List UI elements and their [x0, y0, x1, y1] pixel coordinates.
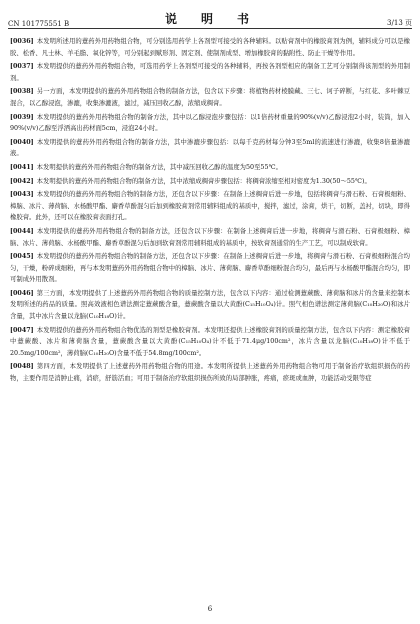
paragraph-text: 本发明所述用的薏药外用药物组合物，可分别选用药学上各剂型可接受的各种辅料。以贴膏剂中的橡胶膏剂为例，辅料成分可以是橡胶、松香、凡士林、羊毛脂、氧化锌等，可分别起到赋形剂、固定剂、使制剂成型、增加橡胶膏的黏附性、防止干燥等作用。 [10, 38, 410, 57]
paragraph-text: 本发明提供的薏药外用药物组合物的制备方法，其中减压回收乙醇的温度为50至55℃。 [36, 163, 282, 171]
paragraph-number: [0045] [10, 253, 34, 261]
page-reference: 3/13 页 [387, 19, 412, 27]
page-header [8, 6, 412, 28]
paragraph-text: 本发明提供的薏药外用药物组合物，可选用药学上各剂型可接受的各种辅料，再按各剂型相应的制备工艺可分别制得该剂型的外用制剂。 [10, 63, 410, 82]
page-number: 6 [207, 605, 213, 613]
paragraph-number: [0036] [10, 38, 34, 45]
paragraph-0043 [10, 189, 410, 224]
paragraph-0044 [10, 226, 410, 249]
paragraph-text: 本发明提供的薏药外用药物组合物的制备方法，还包含以下步骤：在制备上述稠膏后进一步地，将稠膏与滑石粉、石膏极细粉、樟脑、冰片、薄荷脑、水杨酸甲酯、麝香草酚混匀后加到软膏剂常用辅料组成的基质中，按软膏剂通常的生产工艺，可以制成软膏。 [10, 227, 410, 247]
paragraph-0036 [10, 36, 410, 59]
paragraph-number: [0043] [10, 191, 34, 199]
paragraph-0045 [10, 251, 410, 286]
paragraph-text: 本发明提供的薏药外用药物组合物的制备方法，其中浓缩成稠膏步骤包括：将稠膏浓缩至相对密度为1.30(50～55℃)。 [36, 177, 371, 185]
paragraph-0037 [10, 61, 410, 84]
paragraph-text: 另一方面，本发明提供的薏药外用药物组合物的制备方法，包含以下步骤：将植物药材棱膜藏、三七、诃子碎断，与红花、多叶棘豆混合，以乙醇浸泡，渗漉，收集渗漉液，滤过，减压回收乙醇，浓缩成稠膏。 [10, 88, 410, 107]
paragraph-text: 本发明提供的薏药外用药物组合物的制备方法，其中渗漉步骤包括：以每千克药材每分钟3至5ml的流速进行渗漉，收集8倍量渗漉液。 [10, 138, 410, 158]
paragraph-number: [0041] [10, 163, 34, 171]
paragraph-0047 [10, 325, 410, 360]
paragraph-number: [0044] [10, 227, 34, 235]
paragraph-0046 [10, 288, 410, 323]
paragraph-text: 第三方面，本发明提供了上述薏药外用药物组合物的质量控制方法，包含以下内容：通过检测薏蕨酸、薄荷脑和冰片的含量来控制本发明所述的药品的质量。照高效液相色谱法测定薏蕨酸含量，薏蕨酸含量以大黄酚(C₁₅H₁₀O₄)计。照气相色谱法测定薄荷脑(C₁₀H₂₀O)和冰片含量，其中冰片含量以龙脑(C₁₀H₁₈O)计。 [10, 289, 410, 321]
paragraph-number: [0039] [10, 113, 34, 121]
paragraph-0040 [10, 137, 410, 160]
paragraph-0039 [10, 112, 410, 135]
paragraph-number: [0037] [10, 63, 34, 71]
paragraph-0041 [10, 162, 410, 174]
paragraph-number: [0046] [10, 289, 34, 297]
paragraph-number: [0040] [10, 138, 34, 146]
paragraph-number: [0042] [10, 177, 34, 185]
paragraph-0042 [10, 176, 410, 188]
paragraph-number: [0048] [10, 363, 34, 371]
paragraph-0048 [10, 361, 410, 384]
paragraph-text: 本发明提供的薏药外用药物组合物的制备方法，还包含以下步骤：在制备上述稠膏后进一步地，将稠膏与滑石粉、石膏极细粉混合均匀，干燥，粉碎成细粉，再与本发明薏药外用药物组合物中的樟脑、冰片、薄荷脑、麝香草酚细粉混合均匀，最后再与水杨酸甲酯混合均匀，即可制成外用散剂。 [10, 253, 410, 284]
paragraph-text: 本发明提供的薏药外用药物组合物的制备方法，其中以乙醇浸泡步骤包括：以1倍药材重量的90%(v/v)乙醇浸泡2小时，装筒，加入90%(v/v)乙醇至浮洒高出药材面5cm，浸泡24小时。 [10, 113, 410, 133]
paragraph-text: 本发明提供的薏药外用药物组合物优选的剂型是橡胶膏剂。本发明还提供上述橡胶膏剂的质量控制方法，包含以下内容：测定橡胶膏中薏蕨酸、冰片和薄荷脑含量，薏蕨酸含量以大黄酚(C₁₅H₁₀O₄)计不低于71.4μg/100cm²，冰片含量以龙脑(C₁₀H₁₈O)计不低于20.5mg/100cm²，薄荷脑(C₁₀H₂₀O)含量不低于54.8mg/100cm²。 [10, 326, 410, 357]
document-title: 说 明 书 [164, 12, 256, 26]
header-rule [8, 28, 412, 29]
paragraph-text: 本发明提供的薏药外用药物组合物的制备方法，还包含以下步骤：在制备上述稠膏后进一步地，包括将稠膏与滑石粉、石膏极细粉、樟脑、冰片、薄荷脑、水杨酸甲酯、麝香草酚混匀后加到橡胶膏剂常用辅料组成的基质中，搅拌，滤过，涂膏，烘干，切断，盖衬，切块，即得橡胶膏。此外，还可以在橡胶膏表面打孔。 [10, 191, 410, 222]
paragraph-number: [0038] [10, 88, 34, 96]
patent-number: CN 101775551 B [8, 20, 70, 28]
paragraph-0038 [10, 86, 410, 109]
paragraph-number: [0047] [10, 326, 34, 334]
document-body [10, 36, 410, 387]
paragraph-text: 第四方面，本发明提供了上述薏药外用药物组合物的用途。本发明所提供上述薏药外用药物组合物可用于制备治疗软组织损伤的药物，主要作用是消肿止痛，消瘀，舒筋活血；可用于制备治疗软组织损伤所致的局部肿胀，疼痛，瘀斑或血肿，功能活动受限等症 [10, 363, 410, 383]
